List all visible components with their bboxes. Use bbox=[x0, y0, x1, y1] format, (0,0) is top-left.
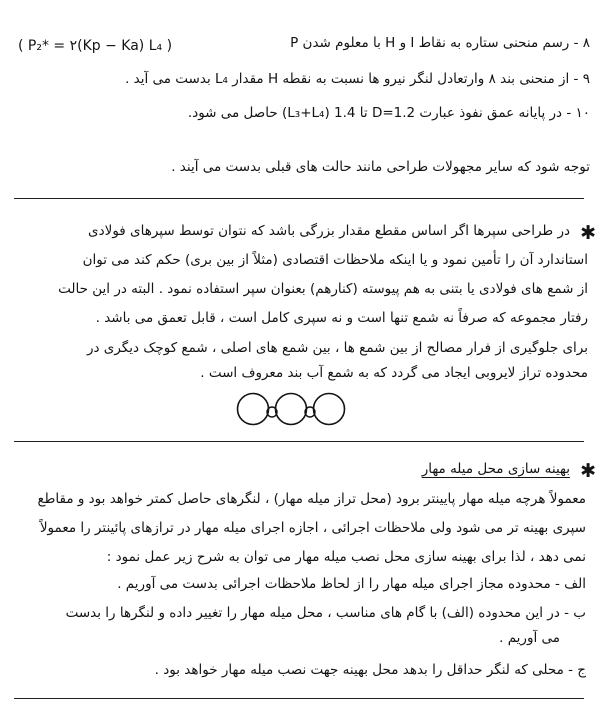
section-2-heading: بهینه سازی محل میله مهار bbox=[421, 461, 570, 477]
asterisk-bullet-icon: ✱ bbox=[580, 222, 596, 244]
page-bottom-rule bbox=[14, 698, 584, 699]
section-divider-top bbox=[14, 198, 584, 199]
section-2-line: معمولاً هرچه میله مهار پایینتر برود (محل تراز میله مهار) ، لنگرهای حاصل کمتر خواهد بود و مقاطع bbox=[37, 491, 586, 507]
pile-circle bbox=[238, 394, 269, 425]
pile-circle bbox=[314, 394, 345, 425]
section-1-line: رفتار مجموعه که صرفاً نه شمع تنها است و نه سپری کامل است ، قابل تعمق می باشد . bbox=[95, 310, 588, 326]
section-2-line: ج - محلی که لنگر حداقل را بدهد محل بهینه جهت نصب میله مهار خواهد بود . bbox=[154, 662, 586, 678]
pile-wall-sketch bbox=[236, 391, 356, 427]
step-9-text: ۹ - از منحنی بند ۸ وارتعادل لنگر نیرو ها نسبت به نقطه H مقدار L₄ بدست می آید . bbox=[125, 71, 590, 87]
asterisk-bullet-icon: ✱ bbox=[580, 460, 596, 482]
section-1-line: محدوده تراز لایروبی ایجاد می گردد که به شمع آب بند معروف است . bbox=[200, 365, 588, 381]
step-10-text: ۱۰ - در پایانه عمق نفوذ عبارت D=1.2 تا 1.4 (L₃+L₄) حاصل می شود. bbox=[187, 105, 590, 121]
section-2-line: الف - محدوده مجاز اجرای میله مهار را از لحاظ ملاحظات اجرائی بدست می آوریم . bbox=[117, 576, 586, 592]
step-8-formula: ( P₂* = ۲(Kp − Ka) L₄ ) bbox=[18, 38, 173, 54]
pile-circle bbox=[276, 394, 307, 425]
note-text: توجه شود که سایر مجهولات طراحی مانند حالت های قبلی بدست می آیند . bbox=[171, 159, 590, 175]
section-1-line: برای جلوگیری از فرار مصالح از بین شمع ها ، بین شمع های اصلی ، شمع کوچک دیگری در bbox=[86, 340, 588, 356]
section-2-line: نمی دهد ، لذا برای بهینه سازی محل نصب میله مهار می توان به شرح زیر عمل نمود : bbox=[106, 549, 586, 565]
section-divider-bottom bbox=[14, 441, 584, 442]
section-2-line: سپری بهینه تر می شود ولی ملاحظات اجرائی ، اجازه اجرای میله مهار در ترازهای پائینتر را معمولاً bbox=[39, 520, 586, 536]
section-1-line: از شمع های فولادی یا بتنی به هم پیوسته (کنارهم) بعنوان سپر استفاده نمود . البته در این حالت bbox=[58, 281, 588, 297]
section-2-line: می آوریم . bbox=[499, 630, 560, 646]
section-2-line: ب - در این محدوده (الف) با گام های مناسب ، محل میله مهار را تغییر داده و لنگرها را بدست bbox=[65, 605, 586, 621]
step-8-text: ۸ - رسم منحنی ستاره به نقاط I و H با معلوم شدن P bbox=[290, 35, 590, 51]
section-1-line: در طراحی سپرها اگر اساس مقطع مقدار بزرگی باشد که نتوان توسط سپرهای فولادی bbox=[88, 223, 570, 239]
section-1-line: استاندارد آن را تأمین نمود و یا اینکه ملاحظات اقتصادی (مثلاً از بین بری) حکم کند می توان bbox=[82, 252, 588, 268]
